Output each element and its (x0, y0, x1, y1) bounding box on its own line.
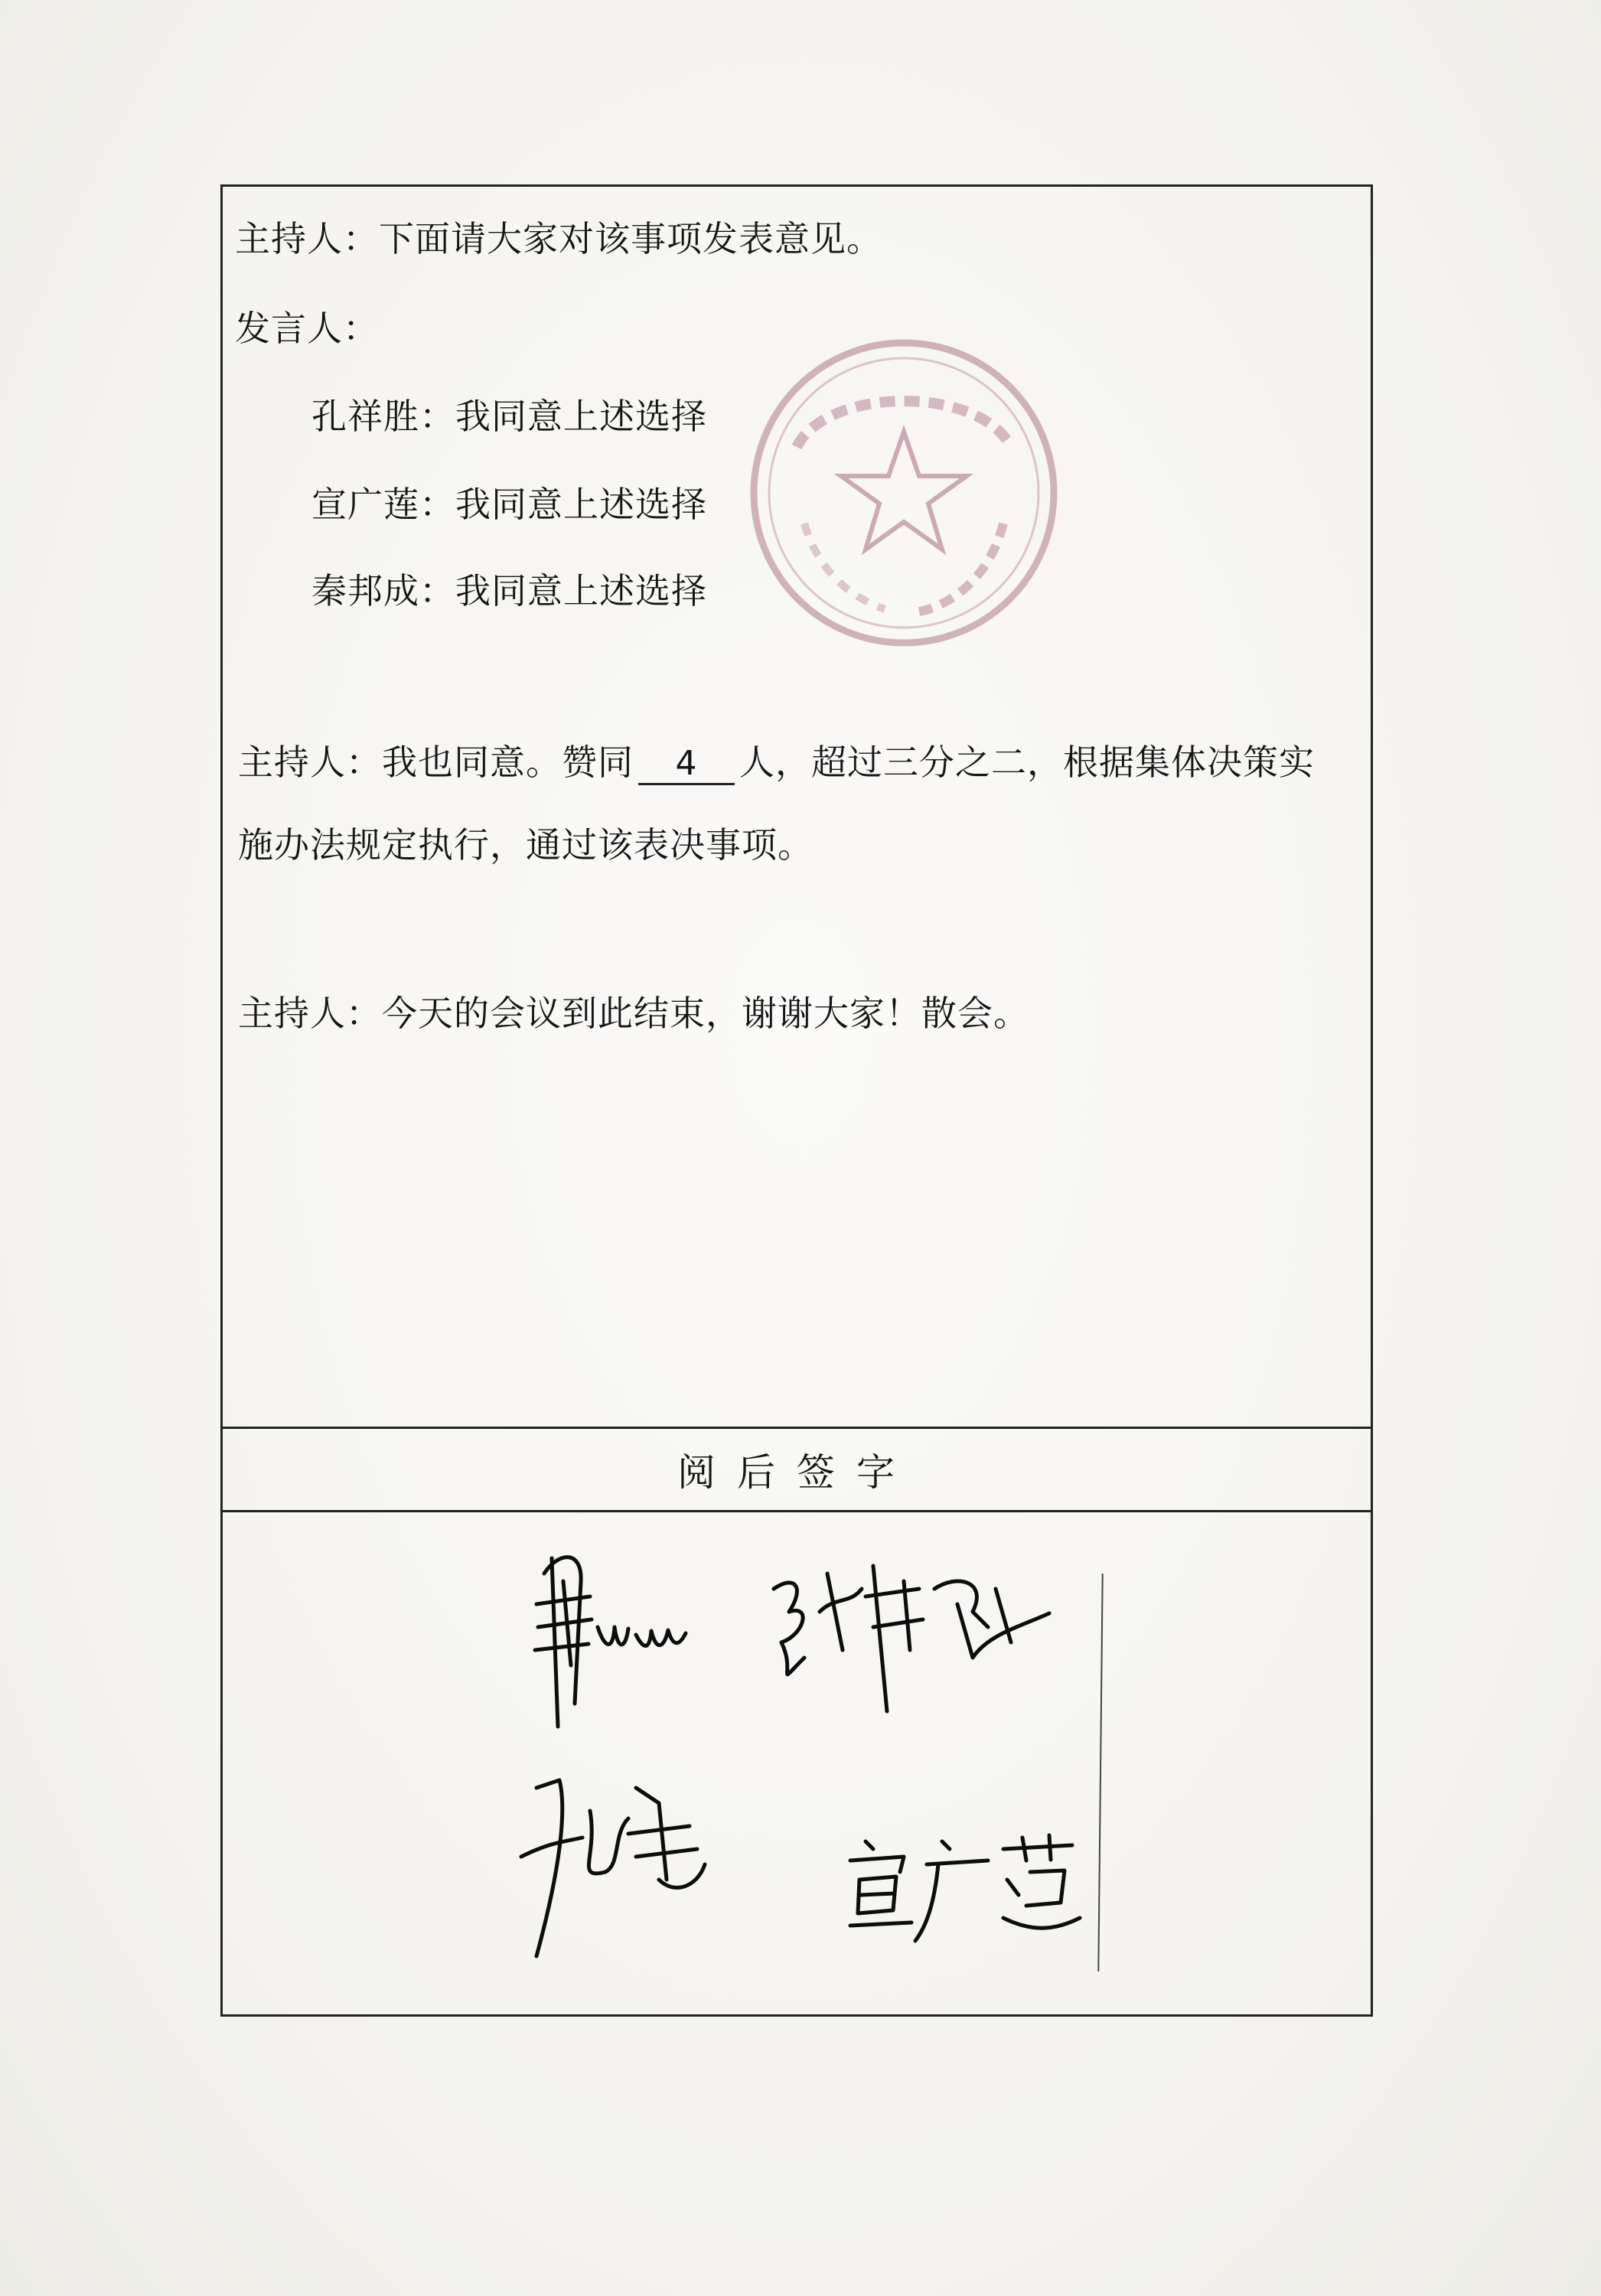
signature-section-header: 阅后签字 (677, 1450, 916, 1495)
speaker-line: 秦邦成：我同意上述选择 (311, 570, 707, 612)
minutes-record-section (223, 187, 1371, 1427)
vote-suffix: 人，超过三分之二，根据集体决策实 (739, 742, 1315, 783)
official-seal-icon (743, 332, 1065, 654)
signature-area (223, 1512, 1371, 2014)
handwritten-signature (758, 1543, 1080, 1734)
speaker-line: 孔祥胜：我同意上述选择 (311, 396, 707, 437)
host-call-line: 主持人：下面请大家对该事项发表意见。 (235, 218, 882, 259)
handwritten-signature (514, 1765, 743, 1979)
speaker-line: 宣广莲：我同意上述选择 (311, 484, 707, 525)
handwritten-signature (529, 1535, 697, 1750)
closing-line: 主持人：今天的会议到此结束，谢谢大家！散会。 (238, 993, 1029, 1034)
vote-result-line (238, 741, 1315, 785)
speakers-label: 发言人： (235, 308, 379, 349)
meeting-minutes-table (220, 184, 1373, 2017)
vote-result-line-2: 施办法规定执行，通过该表决事项。 (238, 824, 814, 866)
handwritten-signature (843, 1826, 1087, 1956)
vote-prefix: 主持人：我也同意。赞同 (238, 742, 634, 783)
pen-stroke (1097, 1574, 1103, 1971)
vote-count: 4 (638, 745, 735, 785)
